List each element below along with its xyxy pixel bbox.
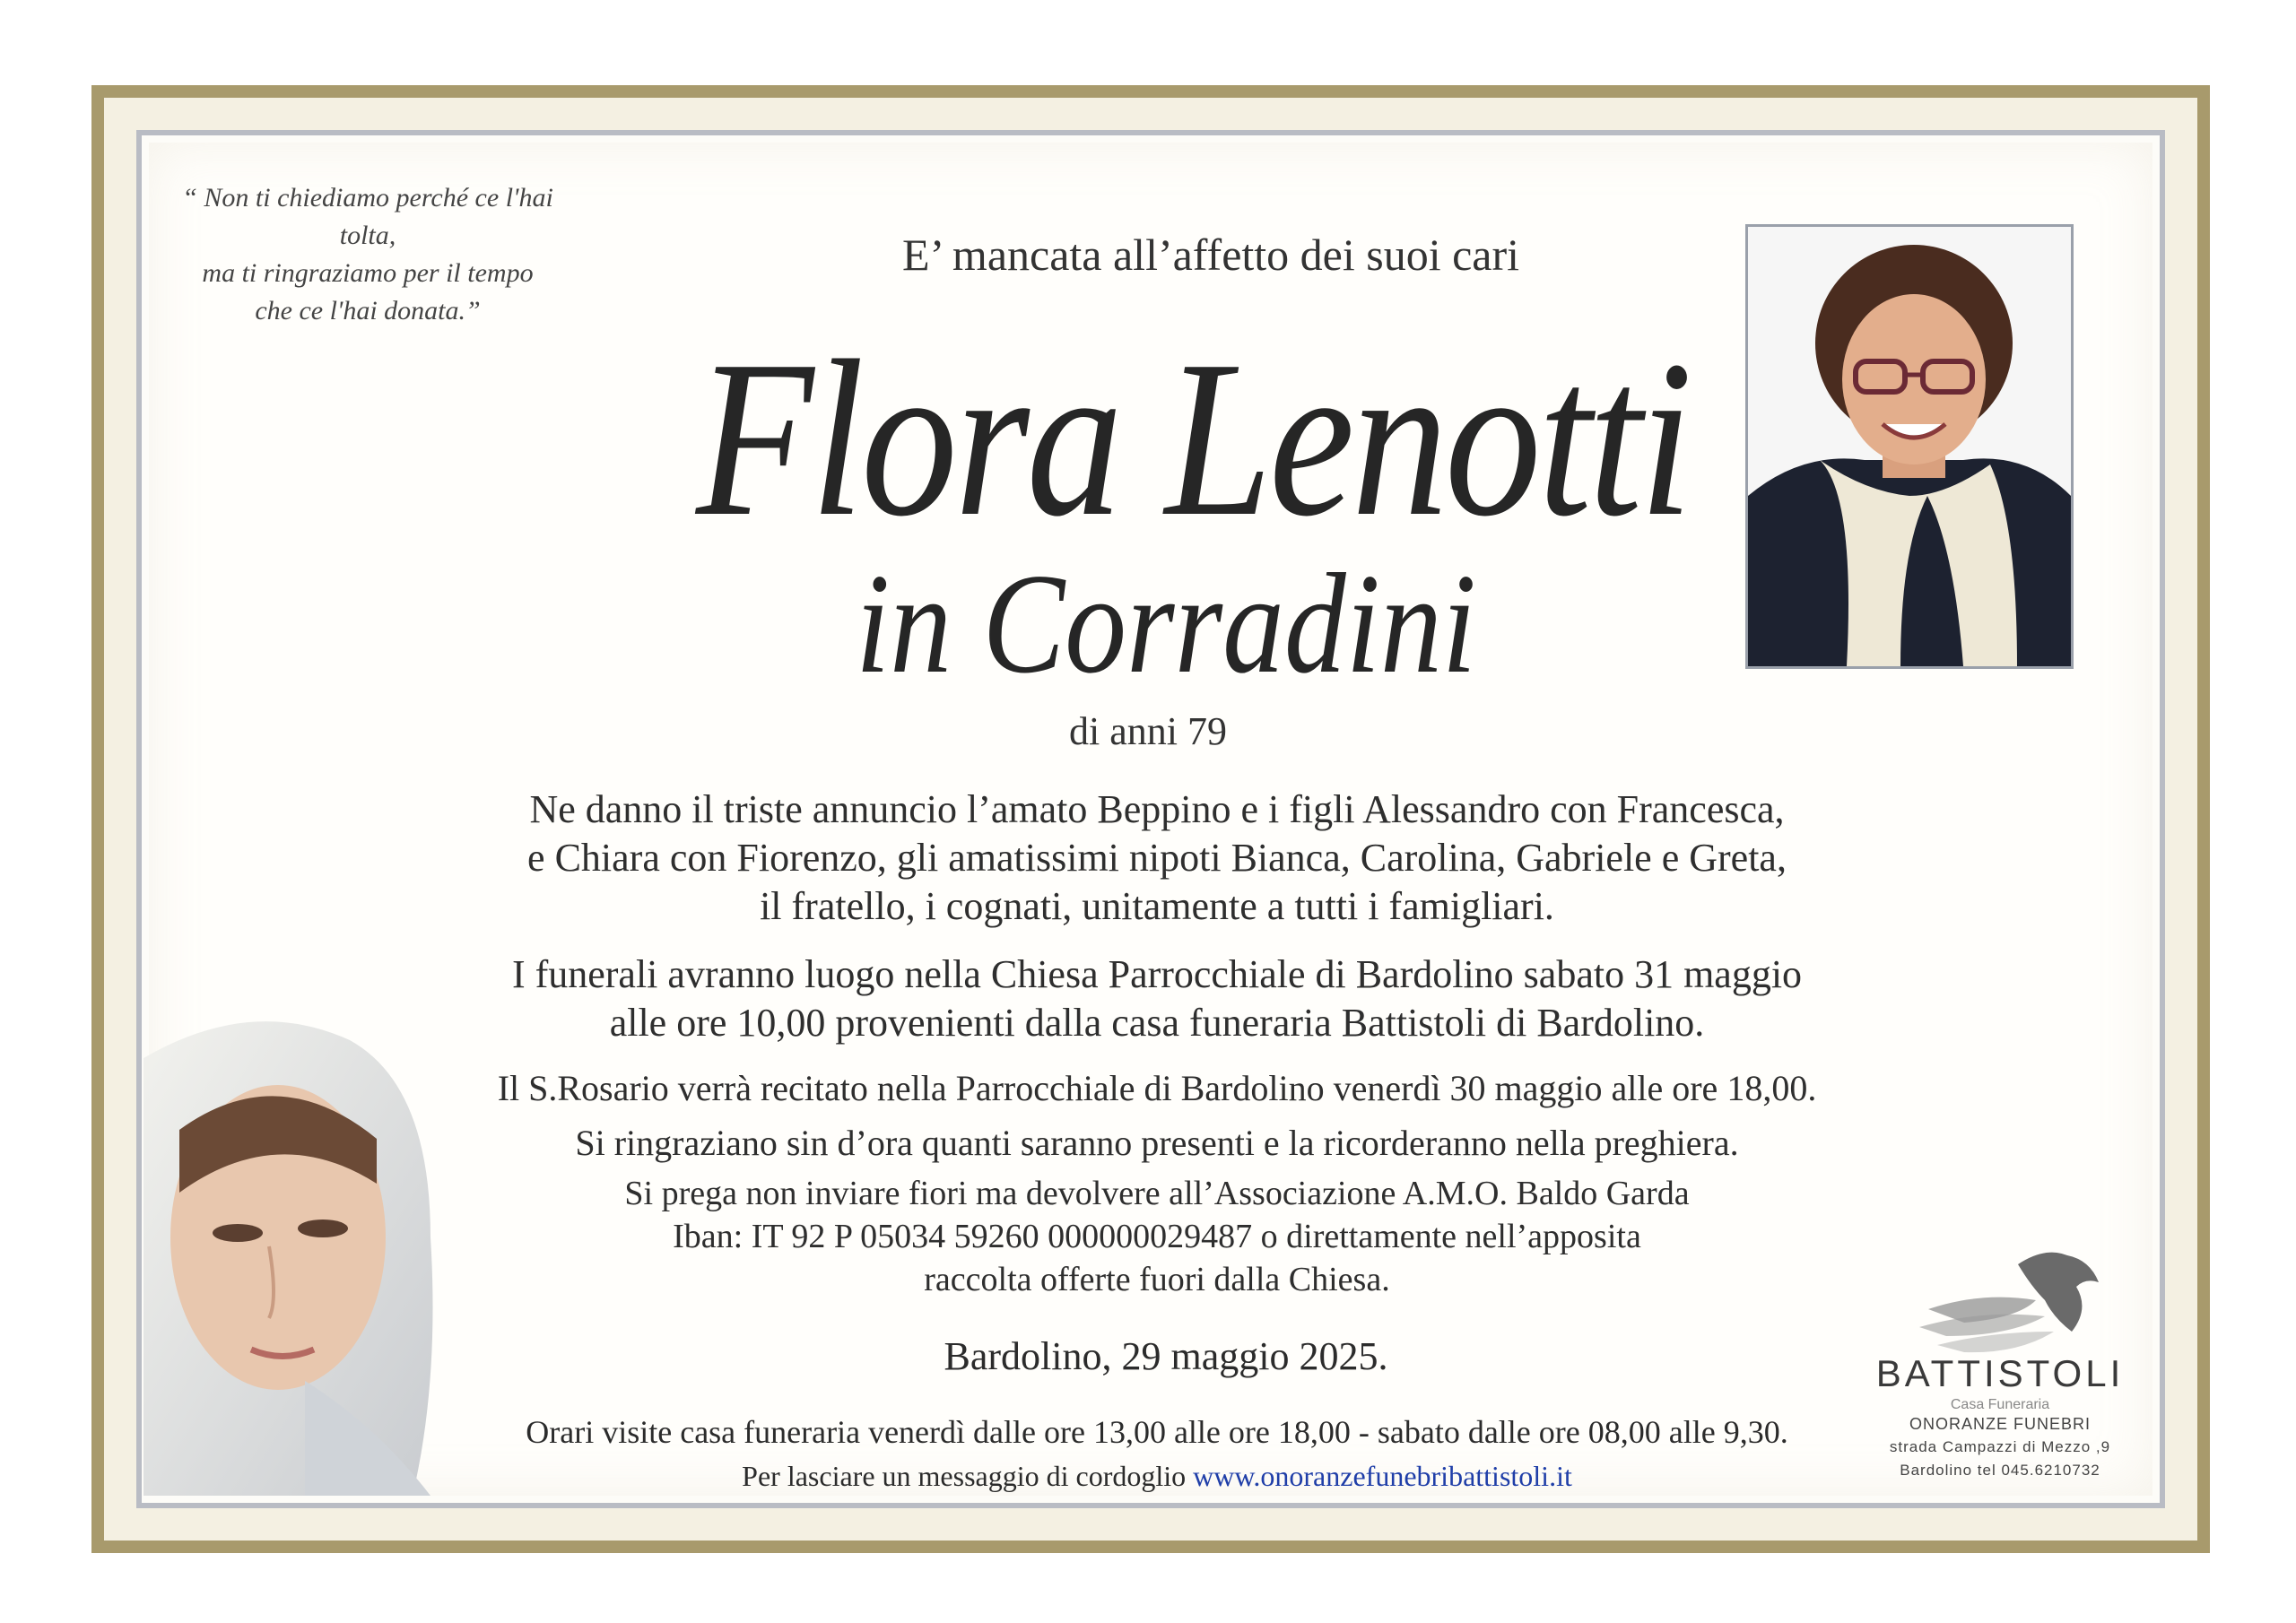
website-link[interactable]: www.onoranzefunebribattistoli.it	[1193, 1460, 1572, 1492]
quote-line: che ce l'hai donata.”	[255, 296, 481, 325]
thanks-text: Si ringraziano sin d’ora quanti saranno presenti e la ricorderanno nella preghiera.	[575, 1123, 1739, 1163]
condolence-text: Per lasciare un messaggio di cordoglio	[742, 1460, 1194, 1492]
funeral-line: alle ore 10,00 provenienti dalla casa funeraria Battistoli di Bardolino.	[609, 1001, 1705, 1045]
logo-line: ONORANZE FUNEBRI	[1909, 1415, 2091, 1433]
funeral-line: I funerali avranno luogo nella Chiesa Parrocchiale di Bardolino sabato 31 maggio	[511, 952, 1803, 996]
funeral-info	[377, 950, 1937, 1047]
announcement-line: il fratello, i cognati, unitamente a tutti i famigliari.	[760, 884, 1554, 928]
quote-line: “ Non ti chiediamo perché ce l'hai tolta,	[182, 183, 553, 250]
logo-phone: Bardolino tel 045.6210732	[1900, 1462, 2100, 1479]
donation-line: Iban: IT 92 P 05034 59260 000000029487 o direttamente nell’apposita	[673, 1218, 1641, 1255]
intro-text: E’ mancata all’affetto dei suoi cari	[901, 230, 1520, 280]
deceased-name: Flora Lenotti	[696, 315, 1690, 563]
rosary-info: Il S.Rosario verrà recitato nella Parrocchiale di Bardolino venerdì 30 maggio alle ore 18,00.	[497, 1068, 1817, 1108]
age: di anni 79	[1069, 709, 1227, 753]
quote	[179, 179, 556, 330]
condolence-line	[377, 1460, 1937, 1493]
logo-name: BATTISTOLI	[1875, 1352, 2125, 1394]
horse-logo-icon	[1910, 1246, 2117, 1363]
portrait-photo	[1745, 224, 2074, 669]
donation-line: Si prega non inviare fiori ma devolvere all’Associazione A.M.O. Baldo Garda	[624, 1175, 1690, 1212]
logo-subtitle: Casa Funeraria	[1950, 1397, 2050, 1412]
donation-line: raccolta offerte fuori dalla Chiesa.	[924, 1261, 1390, 1298]
announcement	[377, 785, 1937, 931]
married-name: in Corradini	[856, 543, 1476, 703]
quote-line: ma ti ringraziamo per il tempo	[202, 258, 534, 288]
date-place: Bardolino, 29 maggio 2025.	[944, 1334, 1388, 1378]
donation-info	[377, 1172, 1937, 1301]
visiting-hours: Orari visite casa funeraria venerdì dalle ore 13,00 alle ore 18,00 - sabato dalle ore 08,00 alle 9,30.	[526, 1414, 1788, 1450]
announcement-line: e Chiara con Fiorenzo, gli amatissimi nipoti Bianca, Carolina, Gabriele e Greta,	[527, 836, 1787, 880]
logo-address: strada Campazzi di Mezzo ,9	[1889, 1438, 2111, 1455]
madonna-image	[144, 1004, 448, 1496]
announcement-line: Ne danno il triste annuncio l’amato Beppino e i figli Alessandro con Francesca,	[529, 787, 1785, 831]
